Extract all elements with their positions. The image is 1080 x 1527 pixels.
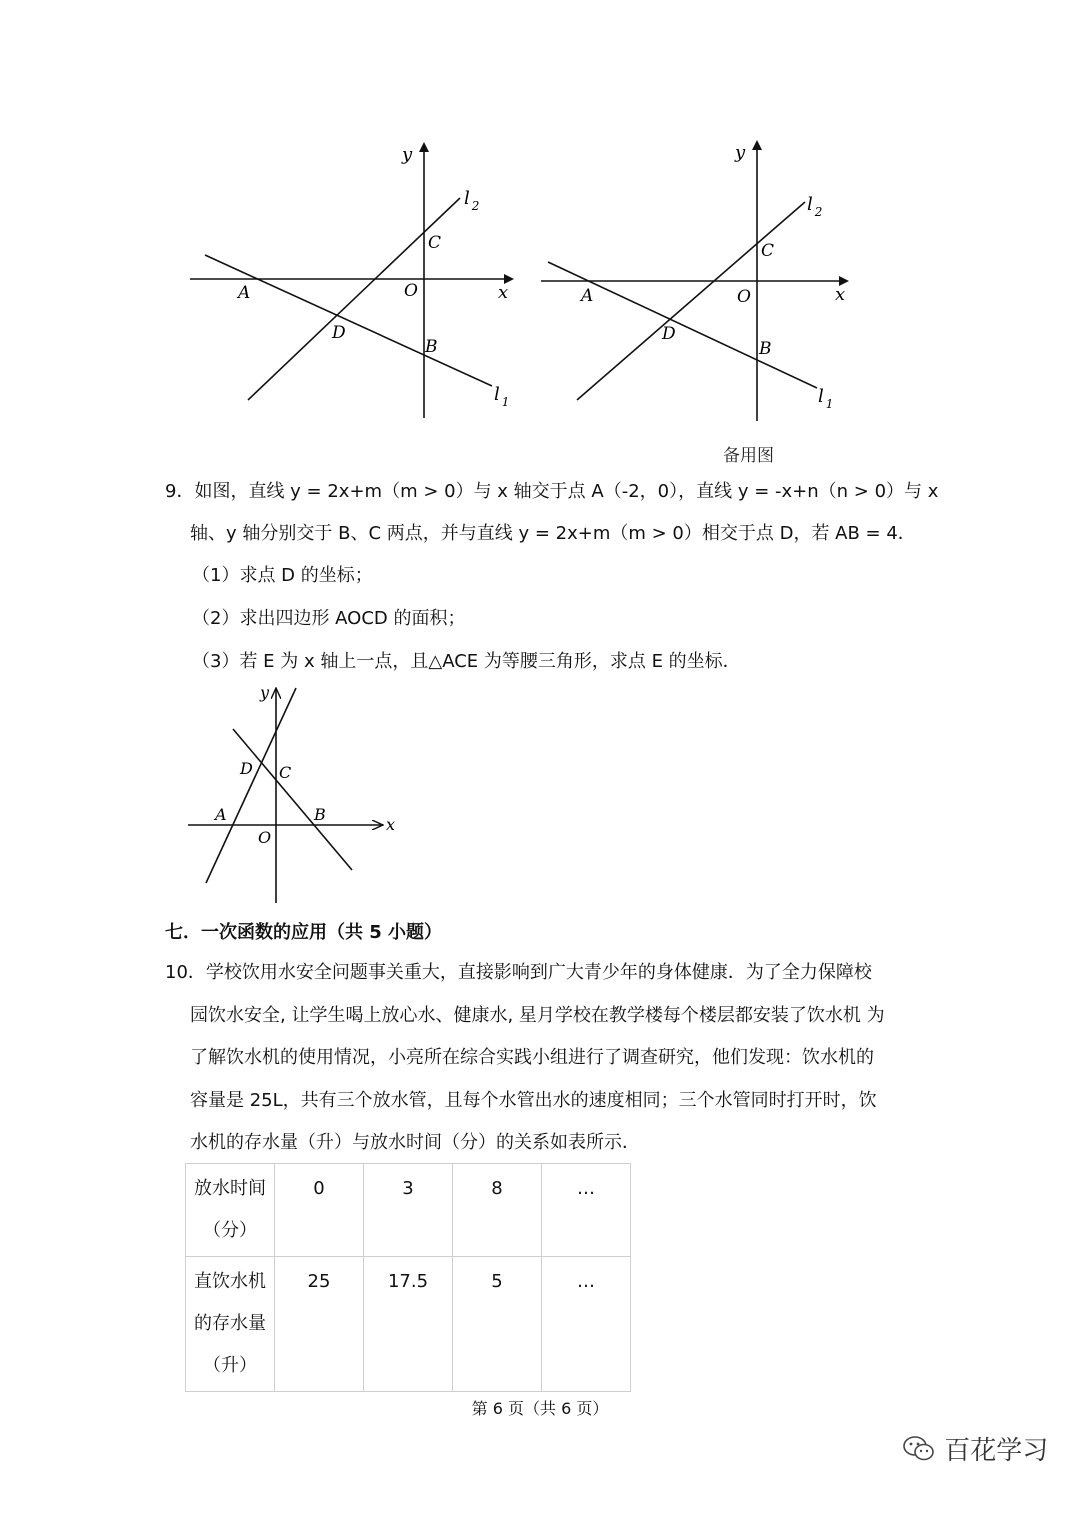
label-l2: l $_2$: [807, 194, 823, 219]
label-C: C: [428, 233, 442, 253]
q9-line2: 轴、y 轴分别交于 B、C 两点，并与直线 y = 2x+m（m > 0）相交于点 D，若 AB = 4．: [190, 523, 916, 544]
label-A: A: [215, 805, 227, 824]
q9-part3: （3）若 E 为 x 轴上一点，且△ACE 为等腰三角形，求点 E 的坐标．: [192, 651, 741, 672]
table-cell: 17.5: [364, 1257, 453, 1392]
label-y: y: [402, 144, 413, 165]
table-row: [186, 1164, 631, 1257]
label-D: D: [240, 759, 253, 778]
q10-line3: 了解饮水机的使用情况，小亮所在综合实践小组进行了调查研究，他们发现：饮水机的: [190, 1047, 874, 1068]
figure-spare: [535, 138, 865, 428]
q10-line5: 水机的存水量（升）与放水时间（分）的关系如表所示．: [190, 1132, 640, 1153]
q9-part2: （2）求出四边形 AOCD 的面积；: [192, 608, 466, 629]
label-O: O: [737, 287, 751, 307]
table-cell: 0: [275, 1164, 364, 1257]
label-D: D: [332, 323, 346, 343]
label-y: y: [260, 683, 270, 702]
line-l2: [248, 198, 460, 400]
q10-line4: 容量是 25L，共有三个放水管，且每个水管出水的速度相同；三个水管同时打开时，饮: [190, 1090, 877, 1111]
label-l1: l $_1$: [494, 384, 510, 409]
label-C: C: [761, 241, 775, 261]
q9-part1: （1）求点 D 的坐标；: [192, 565, 373, 586]
table-cell: …: [542, 1164, 631, 1257]
label-O: O: [404, 281, 418, 301]
figure-q9: [180, 680, 405, 910]
label-y: y: [735, 142, 746, 163]
label-B: B: [759, 339, 772, 359]
q10-line1: 10．学校饮用水安全问题事关重大，直接影响到广大青少年的身体健康．为了全力保障校: [165, 962, 872, 983]
table-cell: 3: [364, 1164, 453, 1257]
label-O: O: [258, 828, 272, 847]
line-db: [233, 729, 352, 870]
section-heading: 七．一次函数的应用（共 5 小题）: [165, 922, 443, 943]
label-l2: l $_2$: [464, 188, 480, 213]
figure-main: [180, 138, 525, 428]
label-x: x: [835, 284, 846, 305]
wechat-icon: [902, 1435, 936, 1463]
label-B: B: [425, 337, 438, 357]
spare-figure-caption: 备用图: [723, 446, 774, 466]
q10-line2: 园饮水安全, 让学生喝上放心水、健康水, 星月学校在教学楼每个楼层都安装了饮水机 为: [190, 1005, 885, 1026]
label-l1: l $_1$: [818, 386, 834, 411]
table-cell: 25: [275, 1257, 364, 1392]
page-footer: 第 6 页（共 6 页）: [471, 1399, 609, 1418]
table-row-head: 直饮水机 的存水量 （升）: [186, 1257, 275, 1392]
table-row: [186, 1257, 631, 1392]
label-B: B: [314, 805, 326, 824]
label-x: x: [386, 815, 396, 834]
water-table: [185, 1163, 631, 1392]
label-A: A: [581, 286, 594, 306]
watermark-text: 百花学习: [944, 1436, 1049, 1466]
line-l2: [577, 202, 805, 400]
line-ad: [206, 688, 296, 883]
table-row-head: 放水时间 （分）: [186, 1164, 275, 1257]
label-A: A: [238, 283, 251, 303]
label-D: D: [662, 324, 676, 344]
watermark: [902, 1430, 1048, 1467]
label-x: x: [498, 282, 509, 303]
table-cell: …: [542, 1257, 631, 1392]
label-C: C: [279, 763, 292, 782]
table-cell: 5: [453, 1257, 542, 1392]
table-cell: 8: [453, 1164, 542, 1257]
q9-line1: 9．如图，直线 y = 2x+m（m > 0）与 x 轴交于点 A（-2，0），直线 y = -x+n（n > 0）与 x: [165, 481, 939, 502]
line-l1: [205, 255, 492, 386]
